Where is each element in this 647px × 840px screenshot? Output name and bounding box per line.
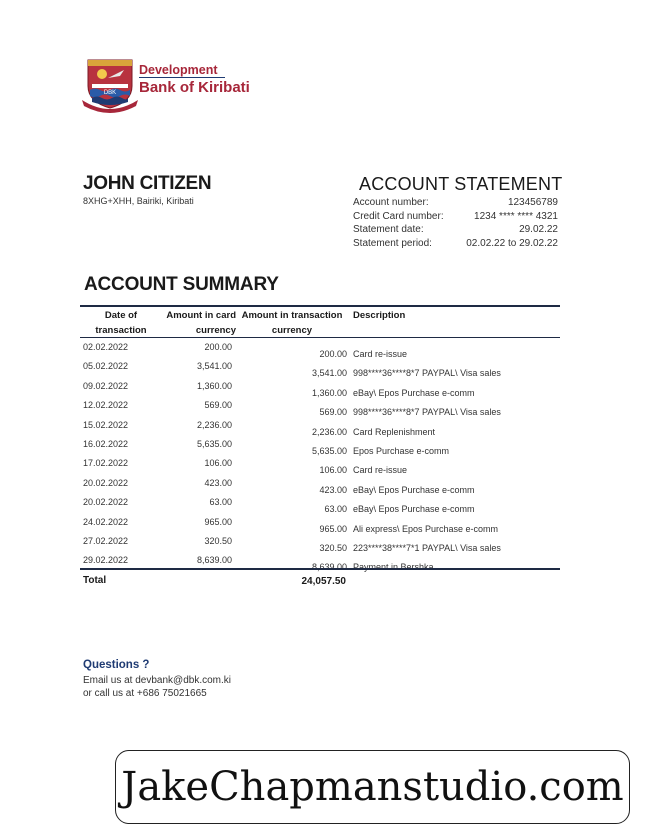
statement-info	[353, 196, 558, 250]
statement-title: ACCOUNT STATEMENT	[359, 174, 563, 194]
statement-row-card	[353, 210, 558, 224]
total-label: Total	[83, 575, 107, 586]
table-row	[80, 357, 560, 379]
statement-value: 1234 **** **** 4321	[474, 210, 558, 222]
statement-row-period	[353, 237, 558, 251]
cell-card-amount: 8,639.00	[196, 555, 232, 566]
table-row	[80, 493, 560, 515]
customer-address: 8XHG+XHH, Bairiki, Kiribati	[83, 196, 194, 206]
cell-card-amount: 106.00	[204, 458, 232, 469]
table-row	[80, 513, 560, 532]
cell-date: 15.02.2022	[83, 419, 129, 430]
cell-card-amount: 320.50	[204, 535, 232, 546]
cell-card-amount: 423.00	[204, 477, 232, 488]
statement-row-date	[353, 223, 558, 237]
table-row	[80, 338, 560, 357]
watermark-banner	[115, 750, 630, 824]
table-row	[80, 454, 560, 476]
header-card-amount: Amount in card currency	[166, 310, 236, 336]
cell-date: 20.02.2022	[83, 477, 129, 488]
cell-transaction-amount: 423.00	[319, 484, 347, 495]
cell-description: 223****38****7*1 PAYPAL\ Visa sales	[353, 542, 501, 553]
cell-description: Card re-issue	[353, 465, 408, 476]
cell-transaction-amount: 1,360.00	[311, 387, 347, 398]
cell-card-amount: 5,635.00	[196, 438, 232, 449]
cell-description: 998****36****8*7 PAYPAL\ Visa sales	[353, 407, 501, 418]
statement-label: Credit Card number:	[353, 210, 444, 222]
cell-date: 29.02.2022	[83, 555, 129, 566]
cell-description: Card Replenishment	[353, 426, 436, 437]
cell-description: 998****36****8*7 PAYPAL\ Visa sales	[353, 368, 501, 379]
statement-label: Statement period:	[353, 237, 432, 249]
cell-card-amount: 63.00	[209, 497, 232, 508]
cell-description: Epos Purchase e-comm	[353, 445, 450, 456]
cell-card-amount: 3,541.00	[196, 361, 232, 372]
cell-description: Card re-issue	[353, 349, 408, 359]
contact-email: Email us at devbank@dbk.com.ki	[83, 675, 231, 686]
statement-label: Account number:	[353, 197, 429, 208]
total-value: 24,057.50	[301, 576, 346, 587]
seal-text: DBK	[103, 90, 117, 96]
header-transaction-amount: Amount in transaction currency	[241, 310, 343, 336]
contact-phone: or call us at +686 75021665	[83, 688, 207, 699]
statement-value: 123456789	[507, 197, 558, 208]
cell-date: 09.02.2022	[83, 380, 129, 391]
cell-transaction-amount: 569.00	[319, 407, 347, 418]
bank-name-divider	[139, 77, 225, 78]
table-row	[80, 474, 560, 493]
cell-date: 02.02.2022	[83, 342, 129, 352]
table-row	[80, 396, 560, 418]
table-row	[80, 377, 560, 396]
cell-description: eBay\ Epos Purchase e-comm	[353, 387, 475, 398]
cell-description: Ali express\ Epos Purchase e-comm	[353, 523, 499, 534]
table-row	[80, 435, 560, 454]
cell-transaction-amount: 3,541.00	[311, 368, 347, 379]
cell-date: 12.02.2022	[83, 400, 129, 411]
cell-card-amount: 2,236.00	[196, 419, 232, 430]
header-description: Description	[353, 310, 406, 321]
cell-card-amount: 200.00	[204, 342, 232, 352]
bank-logo-seal	[80, 56, 140, 116]
cell-card-amount: 965.00	[204, 516, 232, 527]
statement-label: Statement date:	[353, 224, 424, 236]
cell-date: 05.02.2022	[83, 361, 129, 372]
cell-description: eBay\ Epos Purchase e-comm	[353, 504, 475, 515]
cell-date: 27.02.2022	[83, 535, 129, 546]
watermark-text: JakeChapmanstudio.com	[121, 764, 624, 810]
cell-description: eBay\ Epos Purchase e-comm	[353, 484, 475, 495]
cell-transaction-amount: 63.00	[324, 504, 347, 515]
cell-card-amount: 1,360.00	[196, 380, 232, 391]
cell-transaction-amount: 2,236.00	[311, 426, 347, 437]
cell-date: 20.02.2022	[83, 497, 129, 508]
statement-value: 02.02.22 to 29.02.22	[466, 237, 558, 249]
statement-row-account	[353, 196, 558, 210]
cell-transaction-amount: 5,635.00	[311, 445, 347, 456]
cell-card-amount: 569.00	[204, 400, 232, 411]
cell-date: 16.02.2022	[83, 438, 129, 449]
cell-date: 24.02.2022	[83, 516, 129, 527]
bank-name-line2: Bank of Kiribati	[139, 79, 250, 96]
contact-title: Questions ?	[83, 659, 150, 671]
transactions-table	[80, 338, 560, 571]
bank-name-line1: Development	[139, 63, 218, 77]
header-date: Date of transaction	[95, 310, 147, 336]
table-row	[80, 416, 560, 435]
statement-value: 29.02.22	[519, 224, 558, 236]
summary-title: ACCOUNT SUMMARY	[84, 274, 279, 295]
table-top-rule	[80, 305, 560, 307]
cell-transaction-amount: 965.00	[319, 523, 347, 534]
cell-transaction-amount: 200.00	[319, 349, 347, 359]
customer-name: JOHN CITIZEN	[83, 173, 212, 194]
table-row	[80, 532, 560, 551]
cell-transaction-amount: 106.00	[319, 465, 347, 476]
cell-date: 17.02.2022	[83, 458, 129, 469]
table-bottom-rule	[80, 568, 560, 570]
cell-transaction-amount: 320.50	[319, 542, 347, 553]
